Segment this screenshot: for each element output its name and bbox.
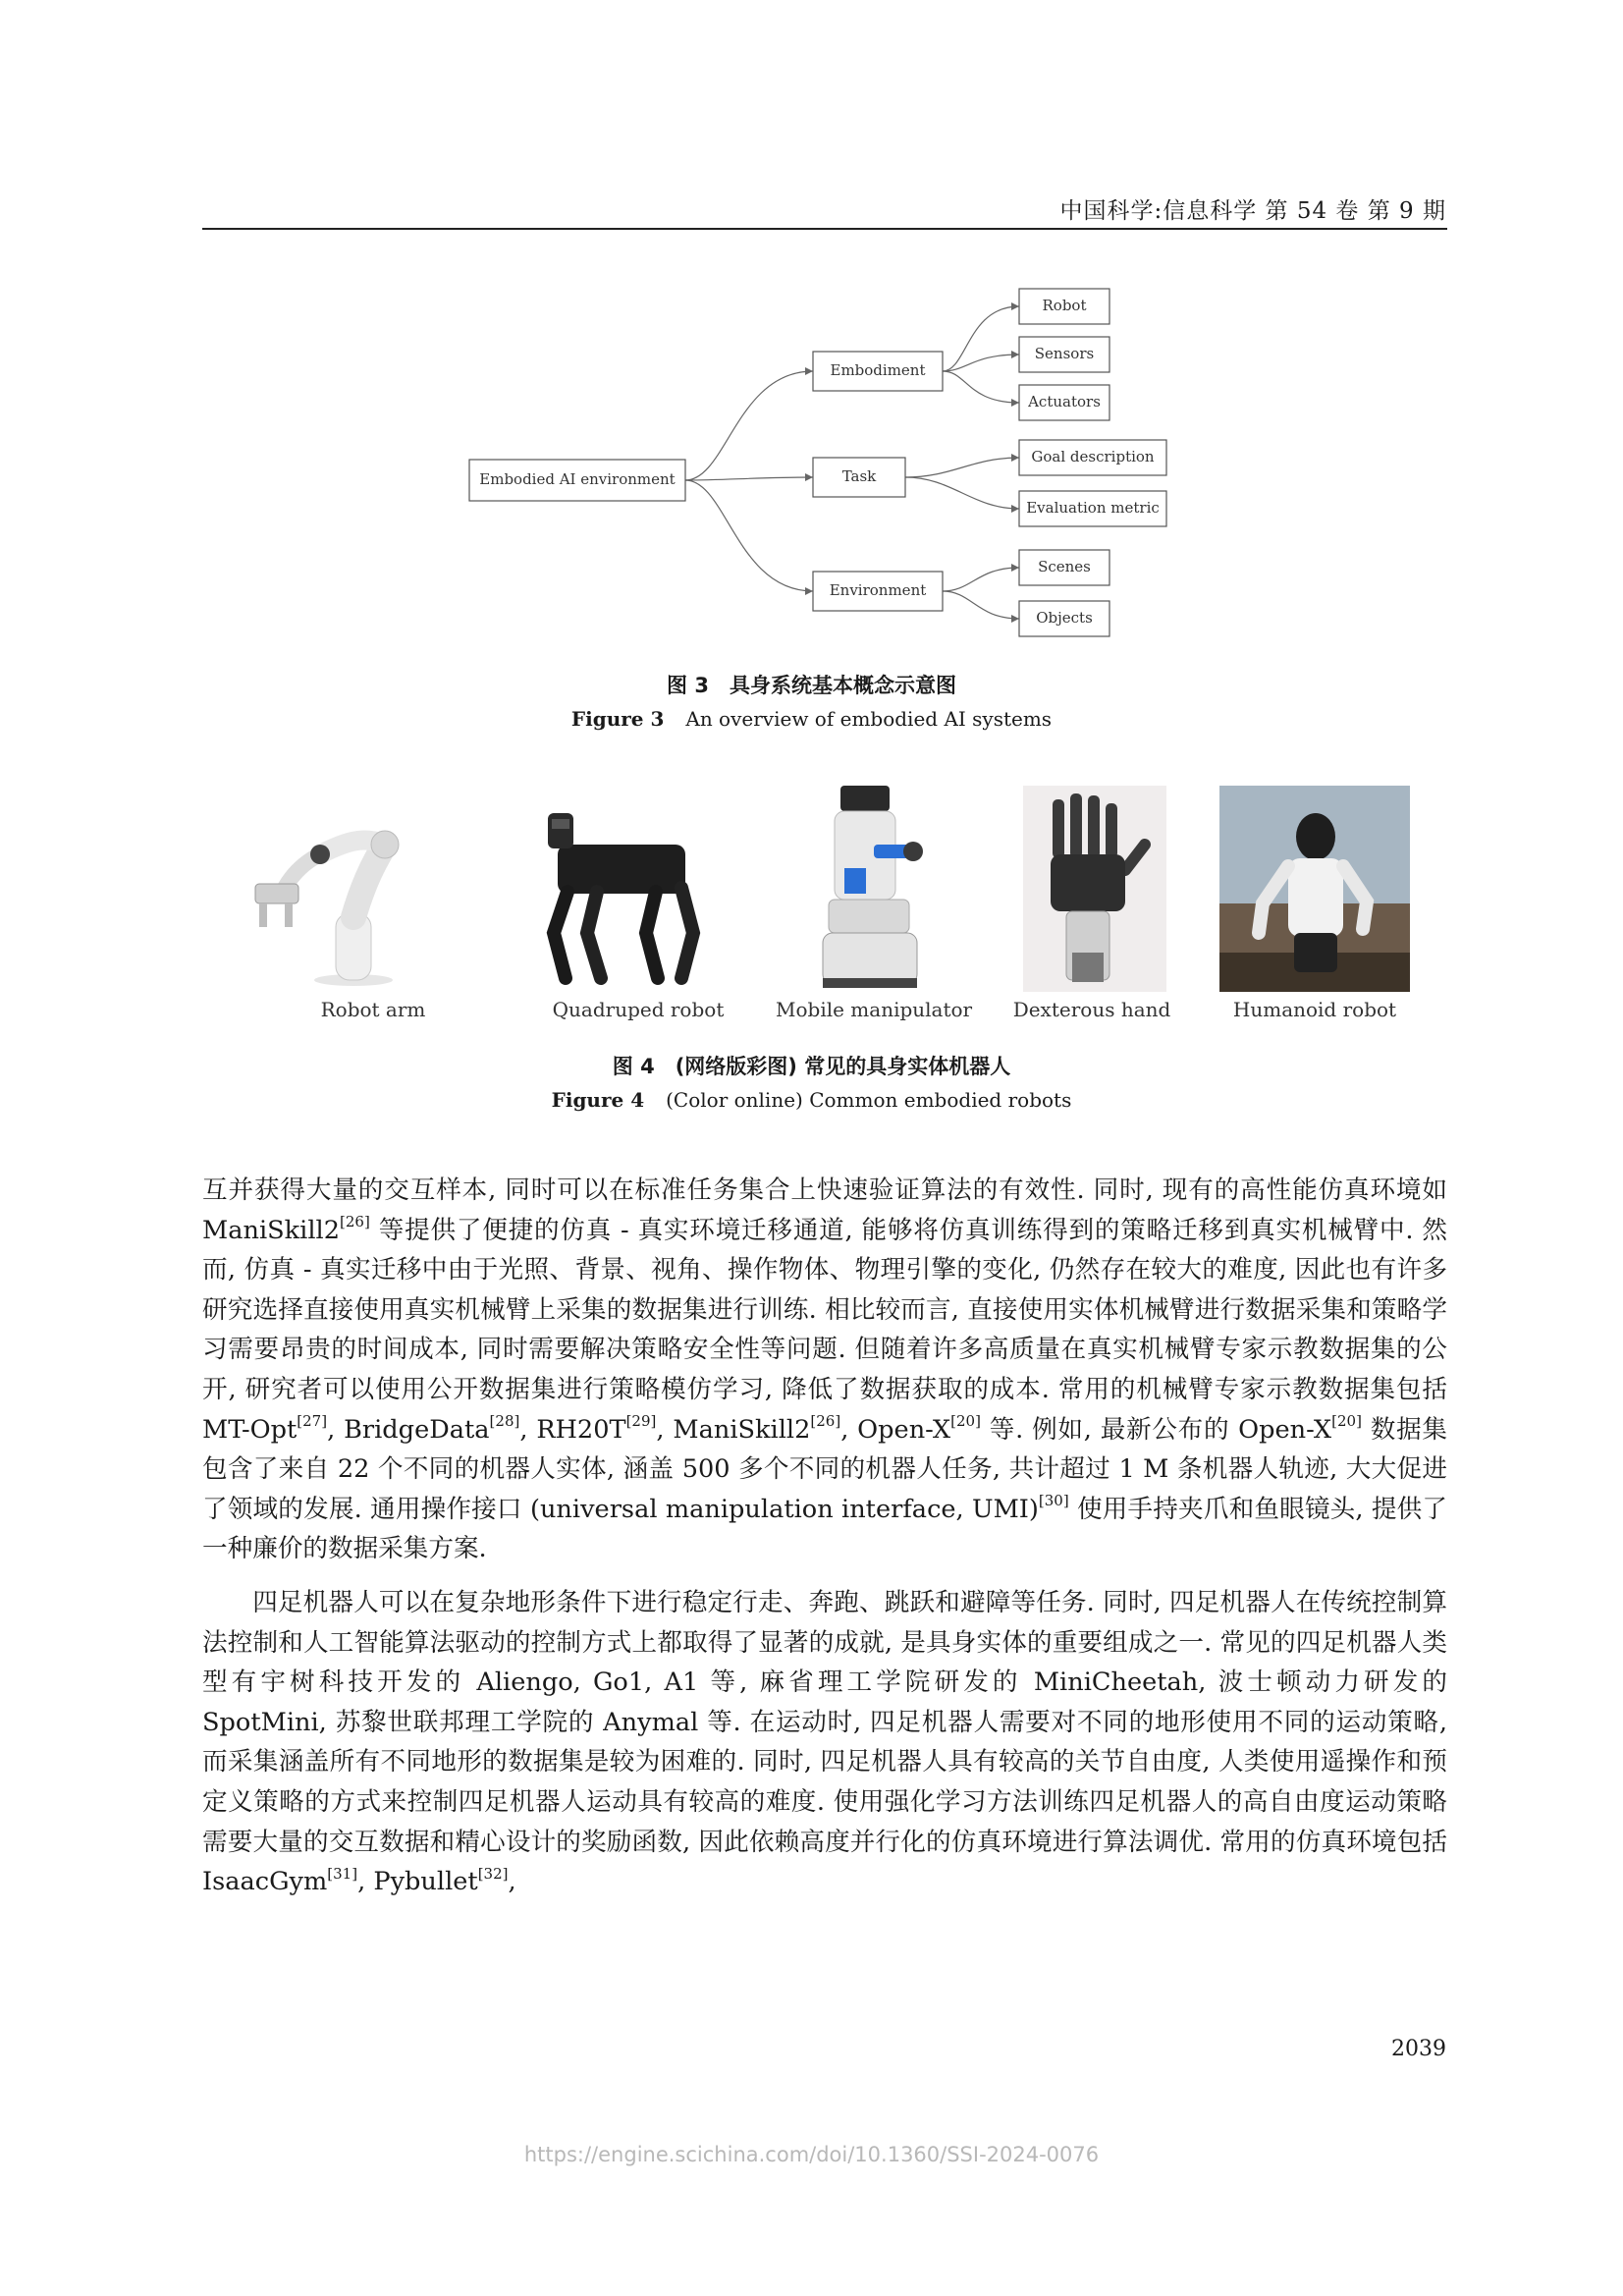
node-task	[813, 458, 905, 497]
figure-4-caption-en	[0, 1088, 1623, 1112]
node-embodiment	[813, 352, 943, 391]
svg-text:Environment: Environment	[829, 581, 927, 599]
node-objects	[1019, 601, 1109, 636]
arrow-embodiment-sensors	[1011, 351, 1019, 358]
svg-text:Evaluation metric: Evaluation metric	[1026, 499, 1160, 517]
svg-text:Actuators: Actuators	[1028, 393, 1101, 410]
mobile-manipulator-image	[815, 786, 933, 1031]
edge-root-embodiment	[685, 371, 813, 480]
node-root	[469, 460, 685, 501]
arrow-embodiment-robot	[1011, 302, 1019, 310]
running-head: 中国科学:信息科学 第 54 卷 第 9 期	[1059, 198, 1446, 224]
label-humanoid-robot: Humanoid robot	[1232, 998, 1397, 1021]
text-run: , ManiSkill2	[656, 1414, 811, 1445]
arrow-root-task	[805, 473, 813, 481]
arrow-task-goal	[1011, 454, 1019, 462]
edge-environment-objects	[943, 591, 1019, 619]
text-run: 四足机器人可以在复杂地形条件下进行稳定行走、奔跑、跳跃和避障等任务. 同时, 四足机器人在传统控制算法控制和人工智能算法驱动的控制方式上都取得了显著的成就, 是具身实体的重要组成之一. 常见的四足机器人类型有宇树科技开发的 Aliengo, Go1, A1 等, 麻省理工学院研发的 MiniCheetah, 波士顿动力研发的 SpotMini, 苏黎世联邦理工学院的 Anymal 等. 在运动时, 四足机器人需要对不同的地形使用不同的运动策略, 而采集涵盖所有不同地形的数据集是较为困难的. 同时, 四足机器人具有较高的关节自由度, 人类使用遥操作和预定义策略的方式来控制四足机器人运动具有较高的难度. 使用强化学习方法训练四足机器人的高自由度运动策略需要大量的交互数据和精心设计的奖励函数, 因此依赖高度并行化的仿真环境进行算法调优. 常用的仿真环境包括 IsaacGym	[202, 1587, 1447, 1897]
text-run: , Open-X	[840, 1414, 951, 1445]
node-sensors	[1019, 337, 1109, 372]
arrow-environment-objects	[1011, 615, 1019, 623]
text-run: ,	[508, 1867, 516, 1897]
edge-environment-scenes	[943, 568, 1019, 591]
node-scenes	[1019, 550, 1109, 585]
svg-text:Objects: Objects	[1036, 609, 1093, 627]
citation: [27]	[297, 1412, 328, 1431]
figure-3-caption-en	[0, 707, 1623, 731]
edge-embodiment-sensors	[943, 355, 1019, 371]
edge-embodiment-robot	[943, 306, 1019, 371]
citation: [26]	[340, 1213, 370, 1231]
text-run: 等. 例如, 最新公布的 Open-X	[980, 1414, 1332, 1445]
arrow-embodiment-actuators	[1011, 399, 1019, 407]
edge-root-task	[685, 477, 813, 480]
arrow-root-environment	[805, 587, 813, 595]
citation: [31]	[327, 1864, 358, 1883]
label-dexterous-hand: Dexterous hand	[1012, 998, 1171, 1021]
citation: [20]	[950, 1412, 981, 1431]
dexterous-hand-image	[1023, 786, 1166, 1031]
svg-text:Scenes: Scenes	[1038, 558, 1091, 575]
node-goal-description	[1019, 440, 1166, 475]
figure-3-diagram	[461, 277, 1188, 650]
citation: [29]	[625, 1412, 657, 1431]
text-run: 等提供了便捷的仿真 - 真实环境迁移通道, 能够将仿真训练得到的策略迁移到真实机械臂中. 然而, 仿真 - 真实迁移中由于光照、背景、视角、操作物体、物理引擎的变化, 仍然存在较大的难度, 因此也有许多研究选择直接使用真实机械臂上采集的数据集进行训练. 相比较而言, 直接使用实体机械臂进行数据采集和策略学习需要昂贵的时间成本, 同时需要解决策略安全性等问题. 但随着许多高质量在真实机械臂专家示教数据集的公开, 研究者可以使用公开数据集进行策略模仿学习, 降低了数据获取的成本. 常用的机械臂专家示教数据集包括 MT-Opt	[202, 1215, 1447, 1445]
node-actuators	[1019, 385, 1109, 420]
arrow-environment-scenes	[1011, 564, 1019, 572]
humanoid-robot-image	[1219, 786, 1410, 1031]
svg-text:Sensors: Sensors	[1034, 345, 1095, 362]
arrow-root-embodiment	[805, 367, 813, 375]
svg-text:Embodiment: Embodiment	[830, 361, 926, 379]
text-run: , RH20T	[519, 1414, 626, 1445]
node-evaluation-metric	[1019, 491, 1166, 526]
figure-3-caption-zh: 图 3 具身系统基本概念示意图	[667, 674, 956, 697]
label-robot-arm: Robot arm	[320, 998, 426, 1021]
text-run: 数据集包含了来自 22 个不同的机器人实体, 涵盖 500 多个不同的机器人任务, 共计超过 1 M 条机器人轨迹, 大大促进了领域的发展. 通用操作接口 (universal manipulation interface, UMI)	[202, 1414, 1448, 1524]
header-rule	[202, 228, 1447, 230]
citation: [26]	[810, 1412, 841, 1431]
citation: [30]	[1038, 1492, 1069, 1510]
edge-embodiment-actuators	[943, 371, 1019, 403]
text-run: , Pybullet	[357, 1867, 478, 1897]
paragraph-quadruped-robots	[202, 1583, 1447, 1902]
node-environment	[813, 572, 943, 611]
label-quadruped-robot: Quadruped robot	[552, 998, 725, 1021]
citation: [32]	[477, 1864, 509, 1883]
text-run: 使用手持夹爪和鱼眼镜头, 提供了一种廉价的数据采集方案.	[202, 1494, 1447, 1564]
svg-text:Task: Task	[841, 467, 877, 485]
text-run: 互并获得大量的交互样本, 同时可以在标准任务集合上快速验证算法的有效性. 同时, 现有的高性能仿真环境如 ManiSkill2	[202, 1175, 1447, 1245]
edge-root-environment	[685, 480, 813, 591]
figure-4-caption-text: (Color online) Common embodied robots	[666, 1088, 1072, 1112]
citation: [20]	[1331, 1412, 1362, 1431]
body-text	[202, 1171, 1447, 1902]
arrow-task-evaluation	[1011, 505, 1019, 513]
citation: [28]	[489, 1412, 520, 1431]
label-mobile-manipulator: Mobile manipulator	[776, 998, 973, 1021]
node-robot	[1019, 289, 1109, 324]
edge-task-evaluation	[905, 477, 1019, 509]
robot-arm-image	[245, 786, 422, 1031]
paragraph-robot-arm-datasets	[202, 1171, 1447, 1569]
figure-3-label: Figure 3	[570, 707, 665, 731]
source-url[interactable]: https://engine.scichina.com/doi/10.1360/SSI-2024-0076	[523, 2143, 1100, 2166]
svg-text:Robot: Robot	[1042, 297, 1087, 314]
edge-task-goal	[905, 458, 1019, 477]
figure-3-caption-text: An overview of embodied AI systems	[685, 707, 1053, 731]
svg-text:Embodied AI environment: Embodied AI environment	[479, 470, 676, 488]
figure-4-caption-zh: 图 4 (网络版彩图) 常见的具身实体机器人	[612, 1055, 1011, 1078]
text-run: , BridgeData	[327, 1414, 490, 1445]
svg-text:Goal description: Goal description	[1031, 448, 1155, 465]
figure-4-label: Figure 4	[551, 1088, 645, 1112]
page-number: 2039	[1391, 2037, 1446, 2061]
quadruped-robot-image	[518, 786, 715, 1031]
